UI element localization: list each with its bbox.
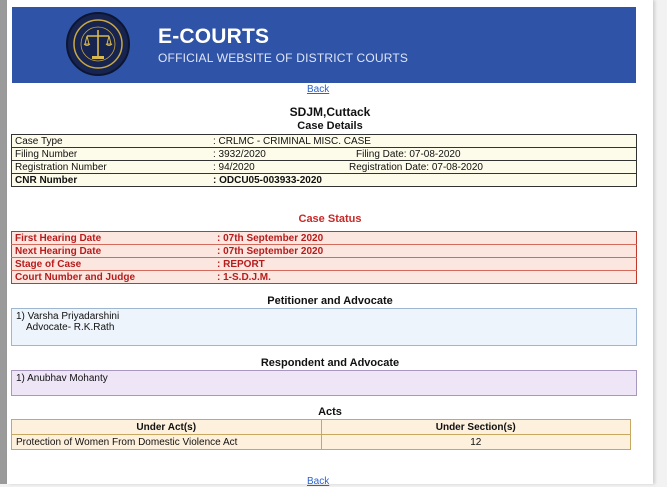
table-row: [12, 435, 631, 450]
case-type-value: : CRLMC - CRIMINAL MISC. CASE: [213, 135, 371, 147]
table-row: [12, 148, 637, 161]
table-row: [12, 232, 637, 245]
registration-number-label: Registration Number: [12, 161, 211, 174]
acts-table: [11, 419, 631, 450]
respondent-name: 1) Anubhav Mohanty: [16, 373, 108, 384]
filing-date: Filing Date: 07-08-2020: [346, 148, 637, 161]
acts-heading: Acts: [318, 406, 342, 418]
status-label: Stage of Case: [12, 258, 215, 271]
table-row: [12, 174, 637, 187]
registration-number-value: : 94/2020: [210, 161, 346, 174]
respondent-box: [11, 370, 637, 396]
petitioner-advocate: Advocate- R.K.Rath: [26, 322, 115, 333]
cnr-value: : ODCU05-003933-2020: [210, 174, 637, 187]
act-name: Protection of Women From Domestic Violence Act: [12, 435, 322, 450]
status-label: Court Number and Judge: [12, 271, 215, 284]
table-row: [12, 258, 637, 271]
status-label: Next Hearing Date: [12, 245, 215, 258]
under-sections-header: Under Section(s): [321, 420, 631, 435]
cnr-label: CNR Number: [12, 174, 211, 187]
status-value: : 1-S.D.J.M.: [214, 271, 637, 284]
court-name: SDJM,Cuttack: [289, 105, 371, 119]
case-status-heading: Case Status: [298, 213, 362, 225]
case-status-table: [11, 231, 637, 284]
table-row: [12, 135, 637, 148]
table-row: [12, 420, 631, 435]
table-row: [12, 161, 637, 174]
registration-date: Registration Date: 07-08-2020: [346, 161, 637, 174]
filing-number-label: Filing Number: [12, 148, 211, 161]
left-scroll-edge: [0, 0, 7, 484]
site-subtitle: OFFICIAL WEBSITE OF DISTRICT COURTS: [158, 51, 409, 65]
table-row: [12, 245, 637, 258]
status-value: : 07th September 2020: [217, 232, 324, 244]
case-type-label: Case Type: [15, 135, 63, 147]
filing-number-value: : 3932/2020: [210, 148, 346, 161]
under-acts-header: Under Act(s): [12, 420, 322, 435]
page: [7, 0, 653, 487]
table-row: [12, 271, 637, 284]
petitioner-box: [11, 308, 637, 346]
status-value: : 07th September 2020: [214, 245, 637, 258]
case-details-heading: Case Details: [297, 120, 363, 132]
back-link-top[interactable]: Back: [307, 84, 330, 95]
case-details-table: [11, 134, 637, 187]
petitioner-name: 1) Varsha Priyadarshini: [16, 311, 120, 322]
respondent-heading: Respondent and Advocate: [260, 357, 400, 369]
court-emblem-logo: [66, 12, 130, 76]
status-label: First Hearing Date: [15, 232, 102, 244]
site-title: E-COURTS: [158, 25, 270, 48]
petitioner-heading: Petitioner and Advocate: [267, 295, 393, 307]
section-number: 12: [321, 435, 631, 450]
status-value: : REPORT: [214, 258, 637, 271]
back-link-bottom[interactable]: Back: [307, 476, 330, 487]
site-header: [12, 7, 636, 83]
